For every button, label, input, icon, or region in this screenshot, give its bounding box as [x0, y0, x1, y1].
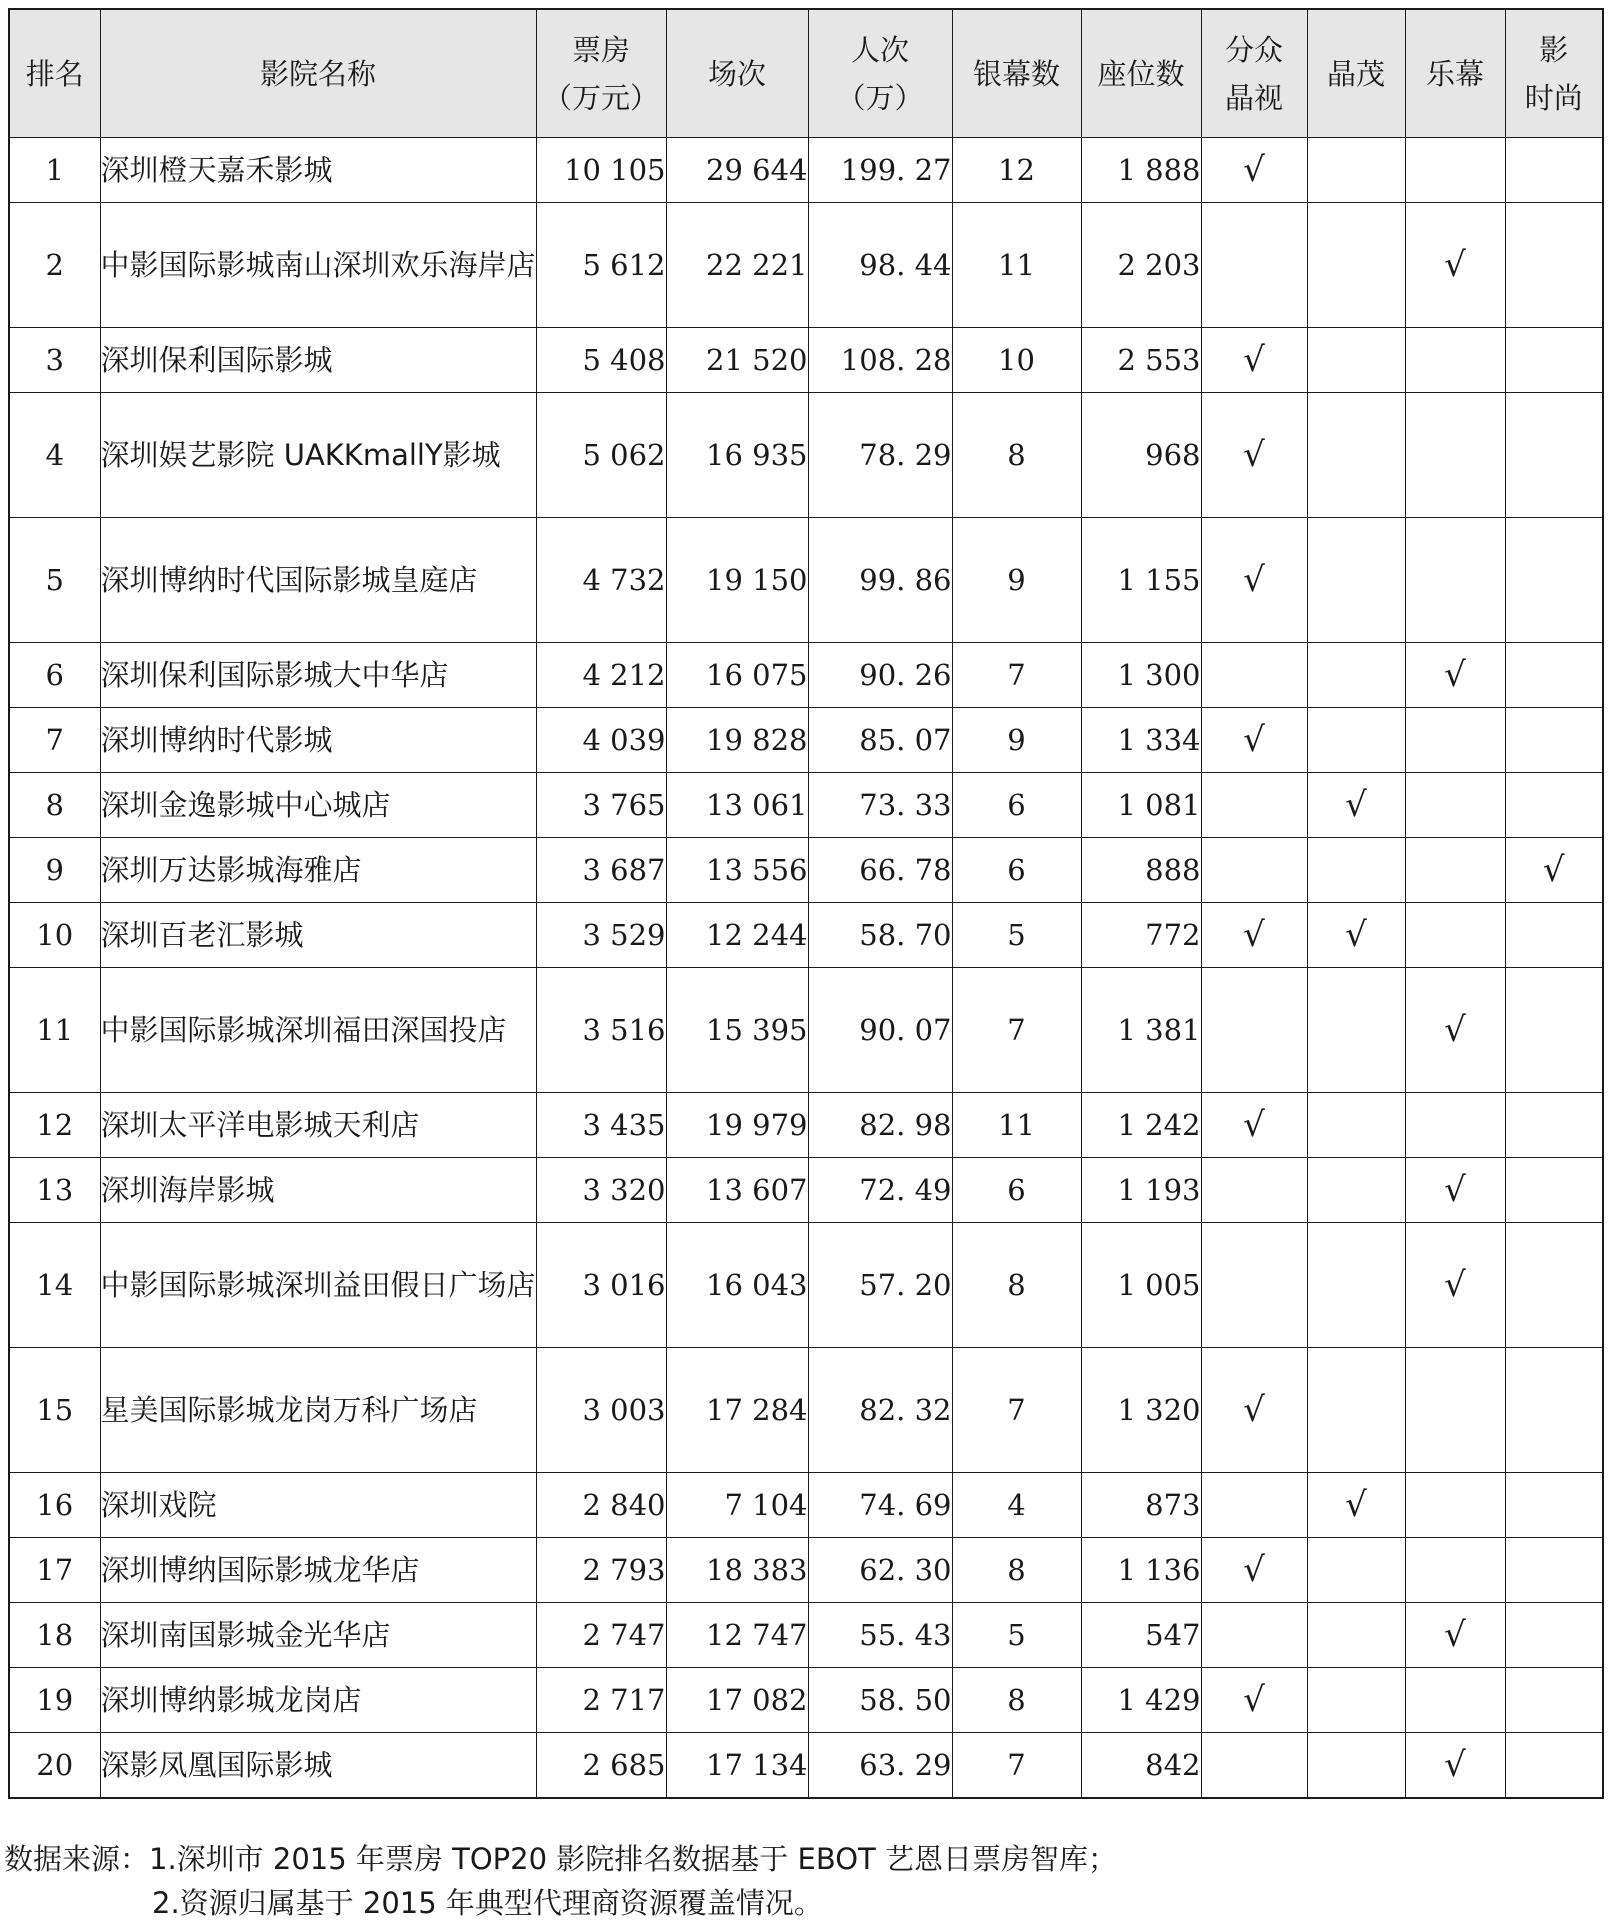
cell-box-office: 2 685 — [536, 1733, 666, 1799]
cell-yingshishang — [1505, 838, 1603, 903]
cell-admissions: 57. 20 — [808, 1223, 952, 1348]
cell-lemu — [1405, 1473, 1505, 1538]
cell-jingmao — [1307, 968, 1405, 1093]
cell-screens: 11 — [952, 1093, 1081, 1158]
cell-cinema-name: 深圳博纳国际影城龙华店 — [100, 1538, 536, 1603]
table-row — [9, 708, 1603, 773]
cell-box-office: 4 732 — [536, 518, 666, 643]
cell-lemu — [1405, 708, 1505, 773]
check-mark-icon: √ — [1444, 1615, 1466, 1655]
table-row — [9, 393, 1603, 518]
cell-yingshishang — [1505, 1538, 1603, 1603]
cell-rank: 7 — [9, 708, 100, 773]
cell-cinema-name: 深圳橙天嘉禾影城 — [100, 138, 536, 203]
cell-screens: 7 — [952, 1348, 1081, 1473]
cell-rank: 17 — [9, 1538, 100, 1603]
cell-cinema-name: 中影国际影城深圳益田假日广场店 — [100, 1223, 536, 1348]
check-mark-icon: √ — [1444, 655, 1466, 695]
cell-yingshishang — [1505, 1733, 1603, 1799]
header-fenzhong-line1: 分众 — [1224, 32, 1283, 67]
cell-yingshishang — [1505, 1473, 1603, 1538]
table-row — [9, 1093, 1603, 1158]
cell-admissions: 72. 49 — [808, 1158, 952, 1223]
cell-cinema-name: 深圳海岸影城 — [100, 1158, 536, 1223]
cell-seats: 1 888 — [1081, 138, 1201, 203]
table-row — [9, 138, 1603, 203]
cell-screens: 6 — [952, 1158, 1081, 1223]
cell-fenzhong — [1201, 773, 1307, 838]
cell-cinema-name: 深圳太平洋电影城天利店 — [100, 1093, 536, 1158]
cell-rank: 8 — [9, 773, 100, 838]
cell-sessions: 17 082 — [666, 1668, 808, 1733]
cell-rank: 11 — [9, 968, 100, 1093]
cell-box-office: 2 747 — [536, 1603, 666, 1668]
table-row — [9, 1538, 1603, 1603]
table-row — [9, 1223, 1603, 1348]
cell-seats: 968 — [1081, 393, 1201, 518]
cell-lemu — [1405, 393, 1505, 518]
cell-seats: 842 — [1081, 1733, 1201, 1799]
cell-fenzhong — [1201, 203, 1307, 328]
cell-seats: 1 136 — [1081, 1538, 1201, 1603]
cell-lemu — [1405, 1603, 1505, 1668]
cell-seats: 888 — [1081, 838, 1201, 903]
cell-screens: 4 — [952, 1473, 1081, 1538]
cell-fenzhong — [1201, 903, 1307, 968]
cell-yingshishang — [1505, 1158, 1603, 1223]
header-jingmao: 晶茂 — [1307, 9, 1405, 138]
cell-admissions: 58. 50 — [808, 1668, 952, 1733]
cell-fenzhong — [1201, 708, 1307, 773]
cell-jingmao — [1307, 1733, 1405, 1799]
cell-rank: 14 — [9, 1223, 100, 1348]
cell-yingshishang — [1505, 203, 1603, 328]
check-mark-icon: √ — [1243, 340, 1265, 380]
header-lemu: 乐幕 — [1405, 9, 1505, 138]
table-body — [9, 138, 1603, 1799]
cell-cinema-name: 中影国际影城南山深圳欢乐海岸店 — [100, 203, 536, 328]
cell-admissions: 82. 98 — [808, 1093, 952, 1158]
cell-lemu — [1405, 838, 1505, 903]
cell-sessions: 21 520 — [666, 328, 808, 393]
table-row — [9, 518, 1603, 643]
cell-yingshishang — [1505, 138, 1603, 203]
cell-admissions: 99. 86 — [808, 518, 952, 643]
header-admissions — [808, 9, 952, 138]
cell-yingshishang — [1505, 1348, 1603, 1473]
cell-fenzhong — [1201, 138, 1307, 203]
cell-jingmao — [1307, 838, 1405, 903]
cell-admissions: 108. 28 — [808, 328, 952, 393]
check-mark-icon: √ — [1345, 785, 1367, 825]
cell-seats: 2 553 — [1081, 328, 1201, 393]
cell-fenzhong — [1201, 1538, 1307, 1603]
cell-cinema-name: 深圳娱艺影院 UAKKmallY影城 — [100, 393, 536, 518]
check-mark-icon: √ — [1345, 915, 1367, 955]
table-row — [9, 1603, 1603, 1668]
cell-yingshishang — [1505, 773, 1603, 838]
cell-seats: 1 300 — [1081, 643, 1201, 708]
cell-cinema-name: 深圳保利国际影城大中华店 — [100, 643, 536, 708]
cell-jingmao — [1307, 518, 1405, 643]
cell-fenzhong — [1201, 643, 1307, 708]
cell-yingshishang — [1505, 643, 1603, 708]
cell-sessions: 16 075 — [666, 643, 808, 708]
cell-yingshishang — [1505, 1093, 1603, 1158]
cell-screens: 8 — [952, 393, 1081, 518]
cell-fenzhong — [1201, 393, 1307, 518]
cell-screens: 8 — [952, 1538, 1081, 1603]
check-mark-icon: √ — [1243, 435, 1265, 475]
table-row — [9, 838, 1603, 903]
cell-jingmao — [1307, 643, 1405, 708]
cell-box-office: 5 612 — [536, 203, 666, 328]
cell-box-office: 10 105 — [536, 138, 666, 203]
cell-cinema-name: 深圳金逸影城中心城店 — [100, 773, 536, 838]
table-row — [9, 203, 1603, 328]
cell-fenzhong — [1201, 1223, 1307, 1348]
cell-lemu — [1405, 968, 1505, 1093]
table-row — [9, 1158, 1603, 1223]
cell-screens: 8 — [952, 1668, 1081, 1733]
cell-admissions: 66. 78 — [808, 838, 952, 903]
check-mark-icon: √ — [1542, 850, 1565, 890]
cell-jingmao — [1307, 708, 1405, 773]
cell-cinema-name: 深圳万达影城海雅店 — [100, 838, 536, 903]
cell-fenzhong — [1201, 1158, 1307, 1223]
cell-cinema-name: 中影国际影城深圳福田深国投店 — [100, 968, 536, 1093]
source-note-line1: 数据来源：1.深圳市 2015 年票房 TOP20 影院排名数据基于 EBOT 艺恩日票房智库； — [4, 1842, 1117, 1876]
cell-seats: 772 — [1081, 903, 1201, 968]
check-mark-icon: √ — [1243, 915, 1265, 955]
cell-fenzhong — [1201, 1733, 1307, 1799]
cell-fenzhong — [1201, 838, 1307, 903]
cell-fenzhong — [1201, 1348, 1307, 1473]
cell-cinema-name: 深圳博纳影城龙岗店 — [100, 1668, 536, 1733]
cell-admissions: 58. 70 — [808, 903, 952, 968]
check-mark-icon: √ — [1243, 720, 1265, 760]
cell-rank: 5 — [9, 518, 100, 643]
cell-seats: 2 203 — [1081, 203, 1201, 328]
cell-jingmao — [1307, 1668, 1405, 1733]
cell-lemu — [1405, 328, 1505, 393]
cell-yingshishang — [1505, 393, 1603, 518]
cell-admissions: 73. 33 — [808, 773, 952, 838]
cell-sessions: 22 221 — [666, 203, 808, 328]
cell-jingmao — [1307, 1223, 1405, 1348]
cell-seats: 1 334 — [1081, 708, 1201, 773]
cell-admissions: 199. 27 — [808, 138, 952, 203]
cell-rank: 10 — [9, 903, 100, 968]
cell-sessions: 13 556 — [666, 838, 808, 903]
header-box-office-line2: （万元） — [542, 80, 659, 115]
cell-yingshishang — [1505, 1223, 1603, 1348]
cell-fenzhong — [1201, 1603, 1307, 1668]
cell-screens: 9 — [952, 518, 1081, 643]
check-mark-icon: √ — [1444, 1745, 1466, 1785]
header-admissions-line2: （万） — [836, 80, 924, 115]
cell-box-office: 3 003 — [536, 1348, 666, 1473]
cell-box-office: 5 062 — [536, 393, 666, 518]
cell-rank: 3 — [9, 328, 100, 393]
cell-seats: 1 381 — [1081, 968, 1201, 1093]
header-fenzhong — [1201, 9, 1307, 138]
cell-box-office: 4 212 — [536, 643, 666, 708]
cell-jingmao — [1307, 1348, 1405, 1473]
cell-screens: 9 — [952, 708, 1081, 773]
cell-jingmao — [1307, 1158, 1405, 1223]
cell-box-office: 2 717 — [536, 1668, 666, 1733]
header-yingshishang — [1505, 9, 1603, 138]
table-row — [9, 1733, 1603, 1799]
cell-jingmao — [1307, 773, 1405, 838]
cell-lemu — [1405, 1668, 1505, 1733]
cell-box-office: 3 016 — [536, 1223, 666, 1348]
cell-sessions: 7 104 — [666, 1473, 808, 1538]
cell-seats: 1 429 — [1081, 1668, 1201, 1733]
cell-admissions: 63. 29 — [808, 1733, 952, 1799]
cell-fenzhong — [1201, 1473, 1307, 1538]
cell-box-office: 2 793 — [536, 1538, 666, 1603]
check-mark-icon: √ — [1345, 1485, 1367, 1525]
cell-cinema-name: 星美国际影城龙岗万科广场店 — [100, 1348, 536, 1473]
check-mark-icon: √ — [1444, 1010, 1466, 1050]
cell-sessions: 12 244 — [666, 903, 808, 968]
check-mark-icon: √ — [1243, 1105, 1265, 1145]
cell-screens: 5 — [952, 903, 1081, 968]
cell-rank: 9 — [9, 838, 100, 903]
check-mark-icon: √ — [1243, 1390, 1265, 1430]
header-admissions-line1: 人次 — [850, 32, 909, 67]
header-box-office-line1: 票房 — [571, 32, 630, 67]
check-mark-icon: √ — [1444, 1265, 1466, 1305]
cell-yingshishang — [1505, 1668, 1603, 1733]
check-mark-icon: √ — [1444, 245, 1466, 285]
cell-box-office: 3 435 — [536, 1093, 666, 1158]
check-mark-icon: √ — [1243, 1550, 1265, 1590]
header-rank: 排名 — [9, 9, 100, 138]
header-sessions: 场次 — [666, 9, 808, 138]
header-seats: 座位数 — [1081, 9, 1201, 138]
cell-lemu — [1405, 1093, 1505, 1158]
cell-rank: 18 — [9, 1603, 100, 1668]
cell-rank: 6 — [9, 643, 100, 708]
source-note-line2: 2.资源归属基于 2015 年典型代理商资源覆盖情况。 — [152, 1886, 823, 1920]
cell-jingmao — [1307, 903, 1405, 968]
check-mark-icon: √ — [1243, 560, 1265, 600]
header-name: 影院名称 — [100, 9, 536, 138]
table-row — [9, 1473, 1603, 1538]
cell-rank: 16 — [9, 1473, 100, 1538]
cell-admissions: 85. 07 — [808, 708, 952, 773]
cell-lemu — [1405, 1348, 1505, 1473]
cell-fenzhong — [1201, 518, 1307, 643]
cell-fenzhong — [1201, 1668, 1307, 1733]
cell-seats: 1 155 — [1081, 518, 1201, 643]
header-box-office — [536, 9, 666, 138]
cell-lemu — [1405, 203, 1505, 328]
cell-fenzhong — [1201, 328, 1307, 393]
cell-rank: 4 — [9, 393, 100, 518]
table-row — [9, 328, 1603, 393]
cell-screens: 11 — [952, 203, 1081, 328]
cell-box-office: 5 408 — [536, 328, 666, 393]
cell-jingmao — [1307, 393, 1405, 518]
cell-yingshishang — [1505, 968, 1603, 1093]
cell-fenzhong — [1201, 1093, 1307, 1158]
check-mark-icon: √ — [1444, 1170, 1466, 1210]
cell-rank: 1 — [9, 138, 100, 203]
cell-yingshishang — [1505, 903, 1603, 968]
cell-lemu — [1405, 903, 1505, 968]
cell-cinema-name: 深圳南国影城金光华店 — [100, 1603, 536, 1668]
cell-seats: 1 081 — [1081, 773, 1201, 838]
cell-jingmao — [1307, 1538, 1405, 1603]
cell-sessions: 18 383 — [666, 1538, 808, 1603]
table-row — [9, 968, 1603, 1093]
table-header-row — [9, 9, 1603, 138]
cell-jingmao — [1307, 138, 1405, 203]
cell-box-office: 2 840 — [536, 1473, 666, 1538]
cell-box-office: 3 320 — [536, 1158, 666, 1223]
cell-screens: 7 — [952, 968, 1081, 1093]
cell-cinema-name: 深圳百老汇影城 — [100, 903, 536, 968]
cell-lemu — [1405, 1158, 1505, 1223]
check-mark-icon: √ — [1243, 1680, 1265, 1720]
cell-seats: 873 — [1081, 1473, 1201, 1538]
cell-sessions: 19 979 — [666, 1093, 808, 1158]
cell-cinema-name: 深圳博纳时代影城 — [100, 708, 536, 773]
cell-sessions: 13 607 — [666, 1158, 808, 1223]
cell-sessions: 19 828 — [666, 708, 808, 773]
cell-rank: 20 — [9, 1733, 100, 1799]
cinema-ranking-table — [8, 8, 1604, 1799]
table-row — [9, 773, 1603, 838]
cell-rank: 19 — [9, 1668, 100, 1733]
cell-seats: 1 242 — [1081, 1093, 1201, 1158]
cell-cinema-name: 深影凤凰国际影城 — [100, 1733, 536, 1799]
cell-seats: 1 193 — [1081, 1158, 1201, 1223]
cell-lemu — [1405, 138, 1505, 203]
cell-jingmao — [1307, 203, 1405, 328]
cell-box-office: 3 765 — [536, 773, 666, 838]
cell-seats: 547 — [1081, 1603, 1201, 1668]
cell-rank: 2 — [9, 203, 100, 328]
cell-jingmao — [1307, 1603, 1405, 1668]
cell-admissions: 62. 30 — [808, 1538, 952, 1603]
cell-cinema-name: 深圳保利国际影城 — [100, 328, 536, 393]
cell-sessions: 16 935 — [666, 393, 808, 518]
cell-sessions: 29 644 — [666, 138, 808, 203]
cell-admissions: 55. 43 — [808, 1603, 952, 1668]
cell-admissions: 78. 29 — [808, 393, 952, 518]
cell-sessions: 16 043 — [666, 1223, 808, 1348]
cell-seats: 1 005 — [1081, 1223, 1201, 1348]
cell-cinema-name: 深圳戏院 — [100, 1473, 536, 1538]
cell-sessions: 13 061 — [666, 773, 808, 838]
cell-rank: 13 — [9, 1158, 100, 1223]
cell-jingmao — [1307, 1473, 1405, 1538]
cell-admissions: 74. 69 — [808, 1473, 952, 1538]
table-row — [9, 903, 1603, 968]
cell-jingmao — [1307, 1093, 1405, 1158]
cell-admissions: 98. 44 — [808, 203, 952, 328]
cell-cinema-name: 深圳博纳时代国际影城皇庭店 — [100, 518, 536, 643]
check-mark-icon: √ — [1243, 150, 1265, 190]
cell-lemu — [1405, 1223, 1505, 1348]
table-row — [9, 643, 1603, 708]
cell-sessions: 17 284 — [666, 1348, 808, 1473]
header-yingshishang-line2: 时尚 — [1524, 80, 1583, 115]
table-row — [9, 1348, 1603, 1473]
cell-sessions: 17 134 — [666, 1733, 808, 1799]
cell-screens: 7 — [952, 1733, 1081, 1799]
cell-lemu — [1405, 773, 1505, 838]
cell-yingshishang — [1505, 1603, 1603, 1668]
cell-box-office: 4 039 — [536, 708, 666, 773]
cell-yingshishang — [1505, 328, 1603, 393]
cell-yingshishang — [1505, 708, 1603, 773]
header-screens: 银幕数 — [952, 9, 1081, 138]
cell-screens: 8 — [952, 1223, 1081, 1348]
cell-seats: 1 320 — [1081, 1348, 1201, 1473]
header-fenzhong-line2: 晶视 — [1224, 80, 1283, 115]
cell-box-office: 3 516 — [536, 968, 666, 1093]
cell-sessions: 15 395 — [666, 968, 808, 1093]
cell-lemu — [1405, 518, 1505, 643]
cell-screens: 10 — [952, 328, 1081, 393]
cell-screens: 12 — [952, 138, 1081, 203]
cell-rank: 12 — [9, 1093, 100, 1158]
cell-screens: 6 — [952, 773, 1081, 838]
cell-jingmao — [1307, 328, 1405, 393]
cell-fenzhong — [1201, 968, 1307, 1093]
cell-yingshishang — [1505, 518, 1603, 643]
cell-sessions: 19 150 — [666, 518, 808, 643]
cell-admissions: 82. 32 — [808, 1348, 952, 1473]
table-row — [9, 1668, 1603, 1733]
cell-rank: 15 — [9, 1348, 100, 1473]
cell-lemu — [1405, 643, 1505, 708]
cell-box-office: 3 529 — [536, 903, 666, 968]
cell-screens: 5 — [952, 1603, 1081, 1668]
cell-screens: 6 — [952, 838, 1081, 903]
cell-lemu — [1405, 1733, 1505, 1799]
cell-lemu — [1405, 1538, 1505, 1603]
header-yingshishang-line1: 影 — [1539, 32, 1569, 67]
cell-admissions: 90. 07 — [808, 968, 952, 1093]
cell-admissions: 90. 26 — [808, 643, 952, 708]
cell-sessions: 12 747 — [666, 1603, 808, 1668]
cell-box-office: 3 687 — [536, 838, 666, 903]
cell-screens: 7 — [952, 643, 1081, 708]
